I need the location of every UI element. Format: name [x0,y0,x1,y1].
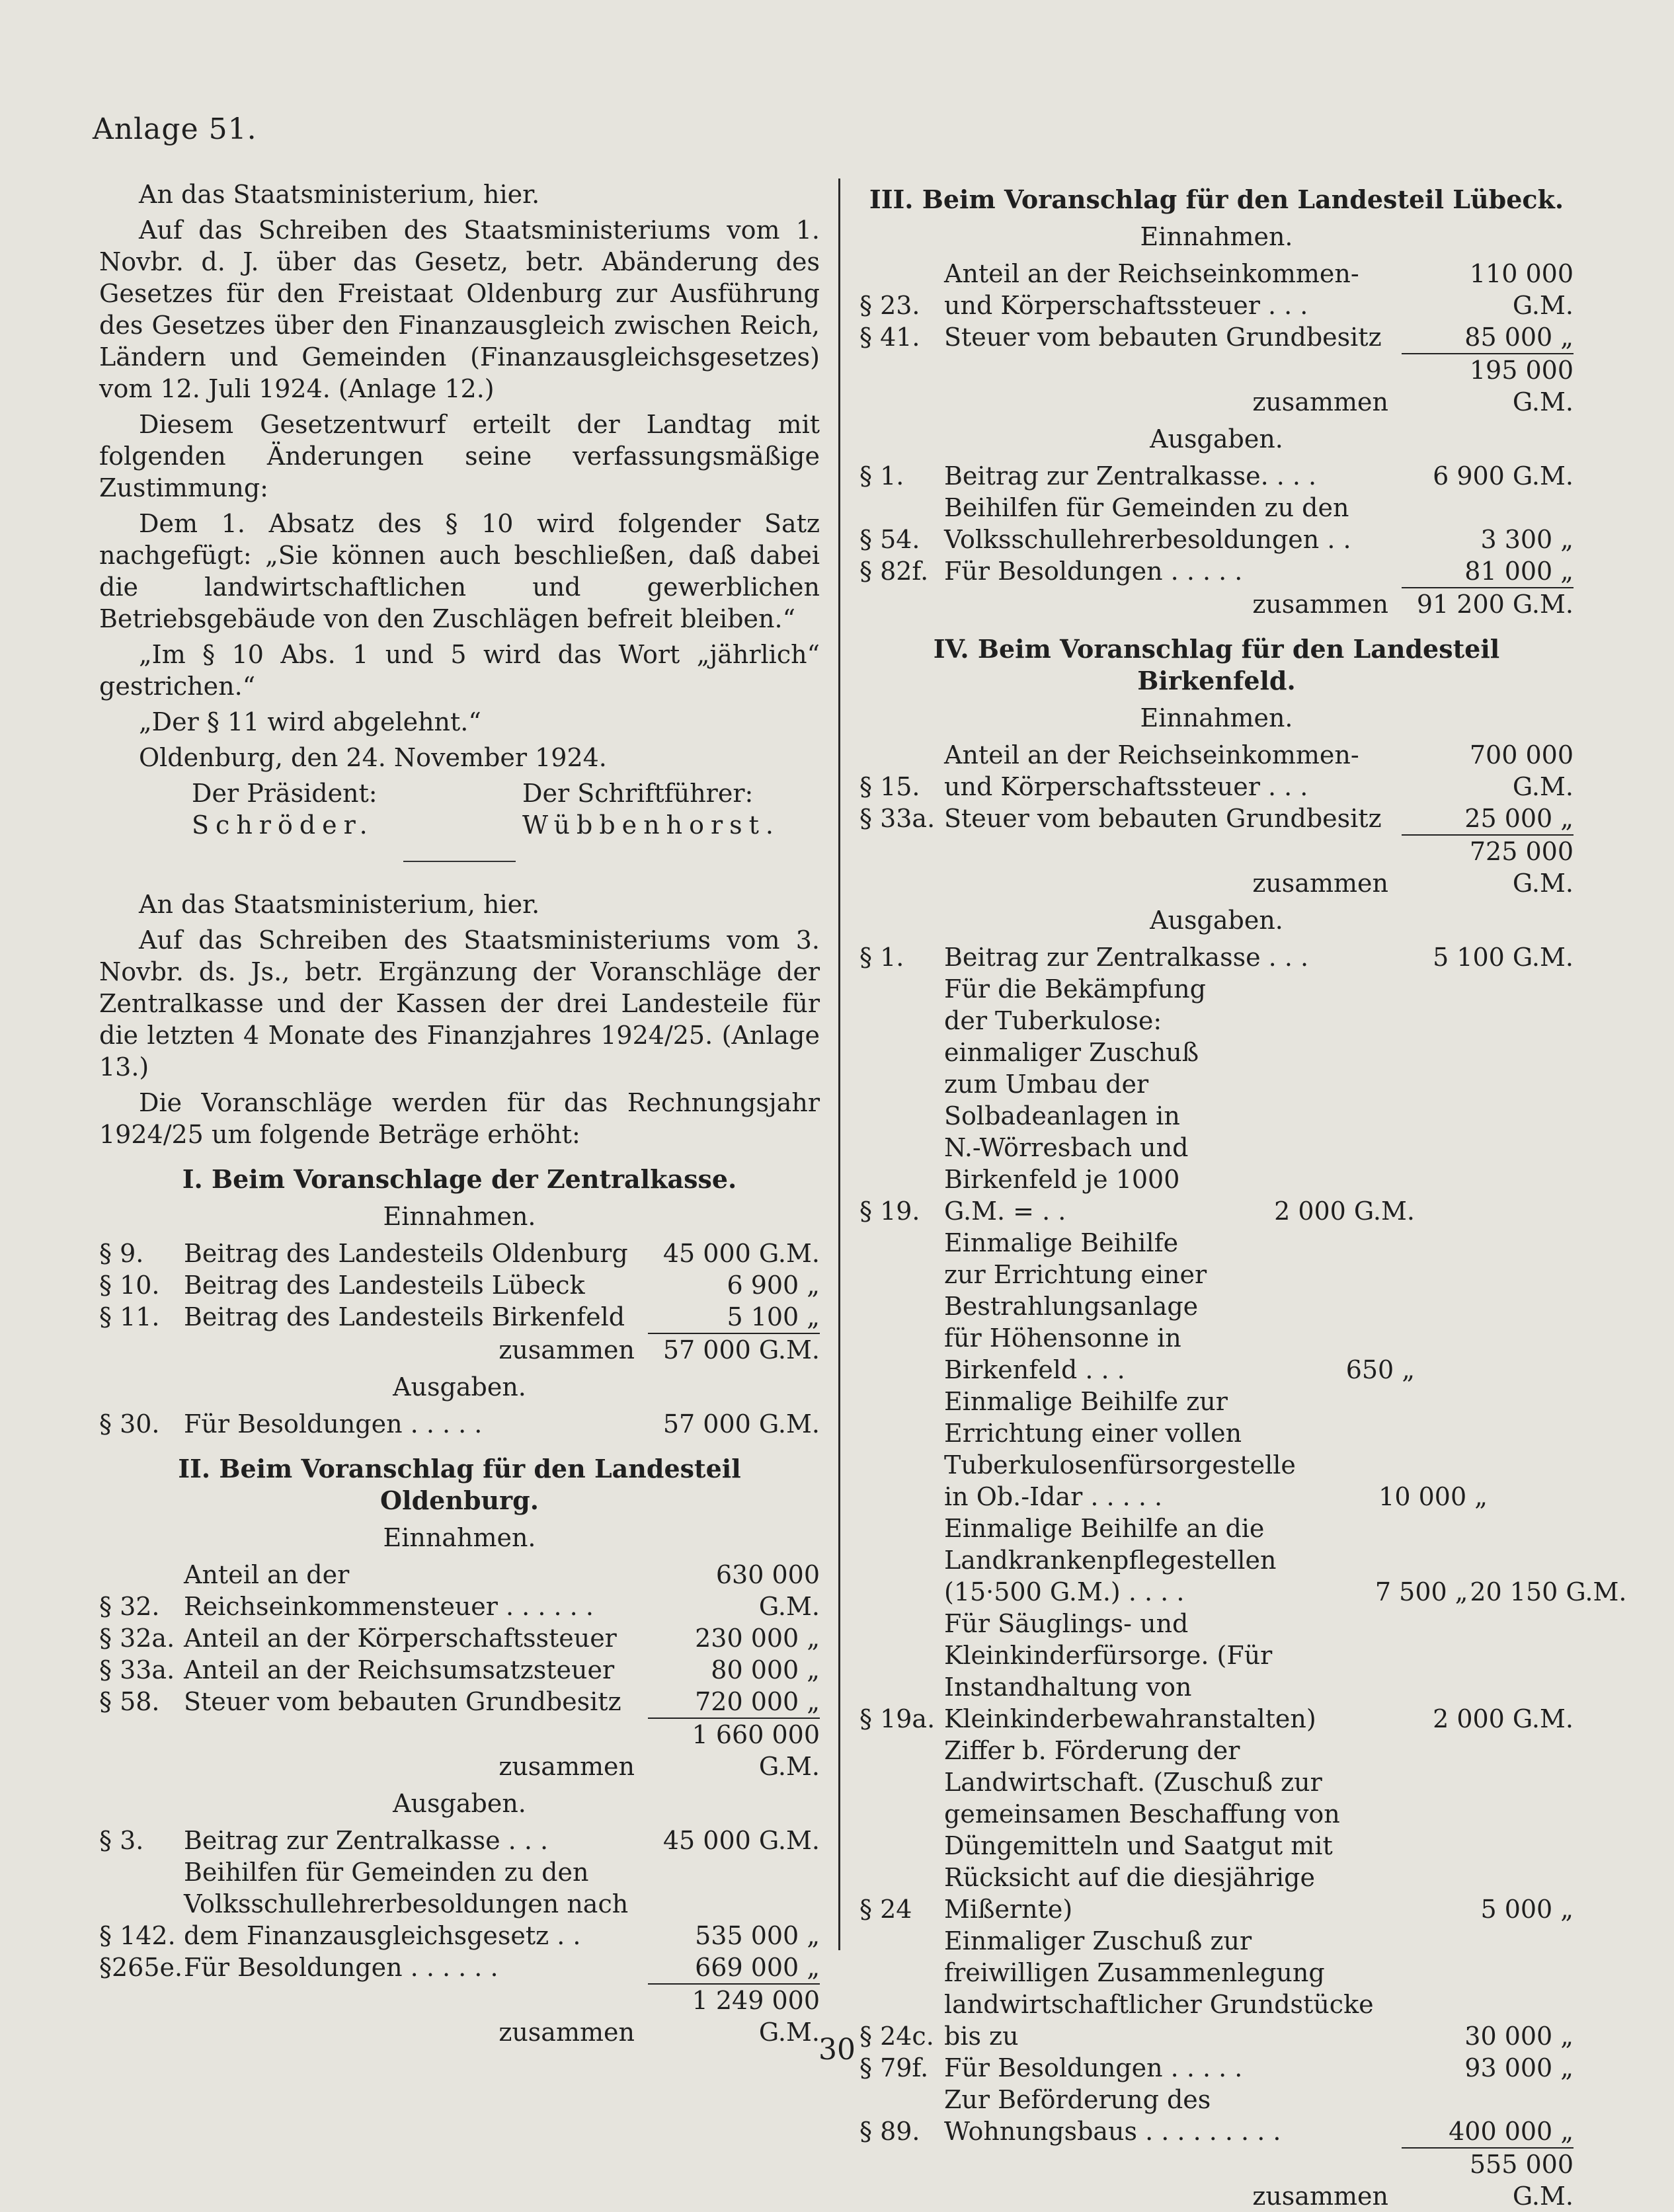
row-amount: 5 000 „ [1480,1895,1574,1924]
paragraph-number: § 1. [859,461,904,491]
table-row [859,941,1574,973]
paragraph: Diesem Gesetzentwurf erteilt der Landtag mit folgenden Änderungen seine verfassungsmäßige Zustimmung: [99,410,820,502]
row-text: Beitrag des Landesteils Oldenburg [184,1239,628,1268]
row-amount: 85 000 „ [1464,323,1574,352]
sum-row [859,353,1574,418]
row-text: Beihilfen für Gemeinden zu den Volksschullehrerbesoldungen . . [944,493,1351,554]
section-title: II. Beim Voranschlag für den Landesteil Oldenburg. [178,1454,741,1515]
table-row [99,1559,820,1622]
row-amount: 5 100 „ [727,1302,820,1331]
row-amount: 6 900 „ [727,1271,820,1300]
sum-row [99,1333,820,1366]
paragraph-number: § 24 [859,1895,912,1924]
table-row [99,1408,820,1440]
row-amount: 25 000 „ [1464,804,1574,833]
ausgaben-heading: Ausgaben. [1150,424,1283,454]
row-text: Für Säuglings- und Kleinkinderfürsorge. (Für Instandhaltung von Kleinkinderbewahranstalten) [944,1609,1316,1733]
table-row [859,739,1574,803]
section-II [99,1453,820,2048]
table-row [859,803,1574,834]
paragraph-number: § 32. [99,1592,160,1621]
paragraph-number: § 15. [859,772,920,801]
signature-president [192,777,378,841]
table-row [99,1622,820,1654]
einnahmen-heading: Einnahmen. [383,1202,536,1231]
row-text: Anteil an der Reichseinkommensteuer . . . . . . [184,1560,594,1621]
table-row [99,1238,820,1269]
sum-amount: 555 000 G.M. [1402,2147,1574,2212]
signature-name: Wübbenhorst. [522,810,780,840]
sub-amount: 10 000 „ [1378,1482,1488,1511]
sum-row [859,834,1574,899]
row-amount: 669 000 „ [695,1953,820,1982]
paragraph: „Im § 10 Abs. 1 und 5 wird das Wort „jährlich“ gestrichen.“ [99,640,820,701]
row-amount: 720 000 „ [695,1687,820,1716]
sum-row [859,2147,1574,2212]
table-row [859,258,1574,321]
table-row [859,1735,1574,1925]
paragraph: Die Voranschläge werden für das Rechnungsjahr 1924/25 um folgende Beträge erhöht: [99,1088,820,1149]
row-text: Anteil an der Reichseinkommen- und Körperschaftssteuer . . . [944,259,1359,320]
row-amount: 45 000 G.M. [662,1239,820,1268]
sum-amount: 725 000 G.M. [1402,834,1574,899]
sum-label: zusammen [1252,590,1388,619]
signatures [99,777,820,841]
table-row [859,555,1574,587]
row-text: Beitrag zur Zentralkasse . . . [184,1826,549,1855]
table-row [99,1952,820,1983]
sum-row [99,1718,820,1782]
signature-secretary [522,777,780,841]
sum-amount: 1 249 000 G.M. [648,1983,820,2048]
row-amount: 2 000 G.M. [1433,1704,1574,1733]
paragraph-number: §265e. [99,1953,183,1982]
table-row [859,2084,1574,2147]
sum-amount: 1 660 000 G.M. [648,1718,820,1782]
row-text: Für die Bekämpfung der Tuberkulose: einmaliger Zuschuß zum Umbau der Solbadeanlagen in N.-Wörresbach und Birkenfeld je 1000 G.M. = . . [944,974,1206,1226]
signature-name: Schröder. [192,810,374,840]
sum-amount: 57 000 G.M. [648,1333,820,1366]
row-text: Zur Beförderung des Wohnungsbaus . . . . . . . . . [944,2085,1281,2146]
sum-label: zusammen [1252,869,1388,898]
paragraph-number: § 89. [859,2117,920,2146]
einnahmen-heading: Einnahmen. [1140,222,1293,251]
sub-amount: 2 000 G.M. [1274,1197,1415,1226]
row-amount: 81 000 „ [1464,557,1574,586]
row-text: Einmalige Beihilfe an die Landkrankenpflegestellen (15·500 G.M.) . . . . [944,1514,1277,1606]
sub-row [859,1386,1574,1513]
row-text: Steuer vom bebauten Grundbesitz [944,804,1382,833]
row-amount: 700 000 G.M. [1469,740,1574,801]
row-text: Für Besoldungen . . . . . . [184,1953,498,1982]
row-text: Steuer vom bebauten Grundbesitz [184,1687,621,1716]
paragraph-number: § 54. [859,525,920,554]
paragraph: Dem 1. Absatz des § 10 wird folgender Satz nachgefügt: „Sie können auch beschließen, daß dabei die landwirtschaftlichen und gewerblichen Betriebsgebäude von den Zuschlägen befreit bleiben.“ [99,509,820,633]
row-text: Steuer vom bebauten Grundbesitz [944,323,1382,352]
paragraph-number: § 11. [99,1302,160,1331]
row-text: Für Besoldungen . . . . . [184,1409,483,1439]
paragraph-number: § 82f. [859,557,929,586]
row-text: Für Besoldungen . . . . . [944,557,1243,586]
row-amount: 57 000 G.M. [662,1409,820,1439]
paragraph-number: § 9. [99,1239,144,1268]
row-amount: 400 000 „ [1449,2117,1574,2146]
sum-label: zusammen [498,1335,635,1364]
paragraph-number: § 3. [99,1826,144,1855]
addressee: An das Staatsministerium, hier. [139,890,540,919]
paragraph: Auf das Schreiben des Staatsministeriums vom 1. Novbr. d. J. über das Gesetz, betr. Abänderung des Gesetzes für den Freistaat Oldenburg zur Ausführung des Gesetzes über den Finanzausgleich zwischen Reich, Ländern und Gemeinden (Finanzausgleichsgesetzes) vom 12. Juli 1924. (Anlage 12.) [99,216,820,403]
paragraph-number: § 79f. [859,2053,929,2082]
separator-rule [403,861,516,862]
right-column [859,178,1627,2212]
sub-row [859,1513,1627,1608]
sum-label: zusammen [498,2018,635,2047]
table-row [859,460,1574,492]
row-amount: 20 150 G.M. [1470,1577,1627,1606]
row-text: Beihilfen für Gemeinden zu den Volksschullehrerbesoldungen nach dem Finanzausgleichsgesetz . . [184,1858,629,1950]
ausgaben-heading: Ausgaben. [393,1372,526,1402]
row-amount: 80 000 „ [711,1655,820,1684]
row-amount: 110 000 G.M. [1469,259,1574,320]
sum-amount: 91 200 G.M. [1402,587,1574,620]
row-amount: 30 000 „ [1464,2022,1574,2051]
paragraph-number: § 58. [99,1687,160,1716]
section-I [99,1164,820,1440]
einnahmen-heading: Einnahmen. [1140,703,1293,732]
table-row [859,321,1574,353]
paragraph-number: § 41. [859,323,920,352]
section-III [859,184,1574,620]
row-text: Für Besoldungen . . . . . [944,2053,1243,2082]
row-text: Anteil an der Reichseinkommen- und Körperschaftssteuer . . . [944,740,1359,801]
table-row [99,1686,820,1718]
left-column [99,178,820,2048]
row-amount: 630 000 G.M. [715,1560,820,1621]
table-row [99,1856,820,1952]
paragraph-number: § 23. [859,291,920,320]
ausgaben-heading: Ausgaben. [393,1789,526,1818]
paragraph-number: § 30. [99,1409,160,1439]
row-text: Einmalige Beihilfe zur Errichtung einer Bestrahlungsanlage für Höhensonne in Birkenfeld . . . [944,1228,1207,1384]
paragraph-number: § 24c. [859,2022,934,2051]
section-title: IV. Beim Voranschlag für den Landesteil Birkenfeld. [933,634,1500,695]
page-number: 30 [818,2033,856,2067]
paragraph-number: § 33a. [99,1655,175,1684]
paragraph: „Der § 11 wird abgelehnt.“ [139,707,481,736]
section-title: III. Beim Voranschlag für den Landesteil Lübeck. [869,184,1564,214]
attachment-heading: Anlage 51. [93,112,257,146]
table-row [859,492,1574,555]
section-title: I. Beim Voranschlage der Zentralkasse. [182,1164,737,1194]
row-amount: 6 900 G.M. [1433,461,1574,491]
row-amount: 93 000 „ [1464,2053,1574,2082]
table-row [99,1654,820,1686]
sum-label: zusammen [1252,387,1388,416]
signature-title: Der Schriftführer: [522,779,754,808]
sub-amount: 650 „ [1345,1355,1415,1384]
ausgaben-heading: Ausgaben. [1150,906,1283,935]
sub-row [859,1227,1574,1386]
row-text: Beitrag des Landesteils Lübeck [184,1271,585,1300]
row-text: Einmaliger Zuschuß zur freiwilligen Zusammenlegung landwirtschaftlicher Grundstücke bis zu [944,1926,1374,2051]
column-divider [838,178,840,1950]
sum-row [859,587,1574,620]
row-text: Beitrag zur Zentralkasse. . . . [944,461,1317,491]
sub-amount: 7 500 „ [1375,1577,1468,1606]
table-row [99,1301,820,1333]
row-text: Anteil an der Reichsumsatzsteuer [184,1655,615,1684]
section-IV [859,633,1627,2212]
row-amount: 45 000 G.M. [662,1826,820,1855]
paragraph-number: § 19. [859,1197,920,1226]
sum-label: zusammen [1252,2182,1388,2211]
sum-amount: 195 000 G.M. [1402,353,1574,418]
row-text: Beitrag des Landesteils Birkenfeld [184,1302,625,1331]
addressee: An das Staatsministerium, hier. [139,180,540,209]
row-text: Einmalige Beihilfe zur Errichtung einer vollen Tuberkulosenfürsorgestelle in Ob.-Idar . . . . . [944,1387,1296,1511]
sum-label: zusammen [498,1752,635,1781]
paragraph-number: § 33a. [859,804,936,833]
signature-title: Der Präsident: [192,779,378,808]
row-text: Anteil an der Körperschaftssteuer [184,1624,617,1653]
paragraph-number: § 10. [99,1271,160,1300]
table-row [99,1825,820,1856]
table-row [859,973,1574,1227]
row-text: Beitrag zur Zentralkasse . . . [944,943,1309,972]
paragraph-number: § 1. [859,943,904,972]
row-amount: 230 000 „ [695,1624,820,1653]
table-row [859,1608,1574,1735]
paragraph-number: § 19a. [859,1704,936,1733]
paragraph-number: § 142. [99,1921,176,1950]
paragraph-number: § 32a. [99,1624,175,1653]
place-date: Oldenburg, den 24. November 1924. [139,743,607,772]
einnahmen-heading: Einnahmen. [383,1523,536,1552]
row-amount: 535 000 „ [695,1921,820,1950]
row-text: Ziffer b. Förderung der Landwirtschaft. (Zuschuß zur gemeinsamen Beschaffung von Düngemitteln und Saatgut mit Rücksicht auf die diesjährige Mißernte) [944,1736,1340,1924]
table-row [99,1269,820,1301]
paragraph: Auf das Schreiben des Staatsministeriums vom 3. Novbr. ds. Js., betr. Ergänzung der Voranschläge der Zentralkasse und der Kassen der drei Landesteile für die letzten 4 Monate des Finanzjahres 1924/25. (Anlage 13.) [99,926,820,1082]
row-amount: 3 300 „ [1480,525,1574,554]
row-amount: 5 100 G.M. [1433,943,1574,972]
